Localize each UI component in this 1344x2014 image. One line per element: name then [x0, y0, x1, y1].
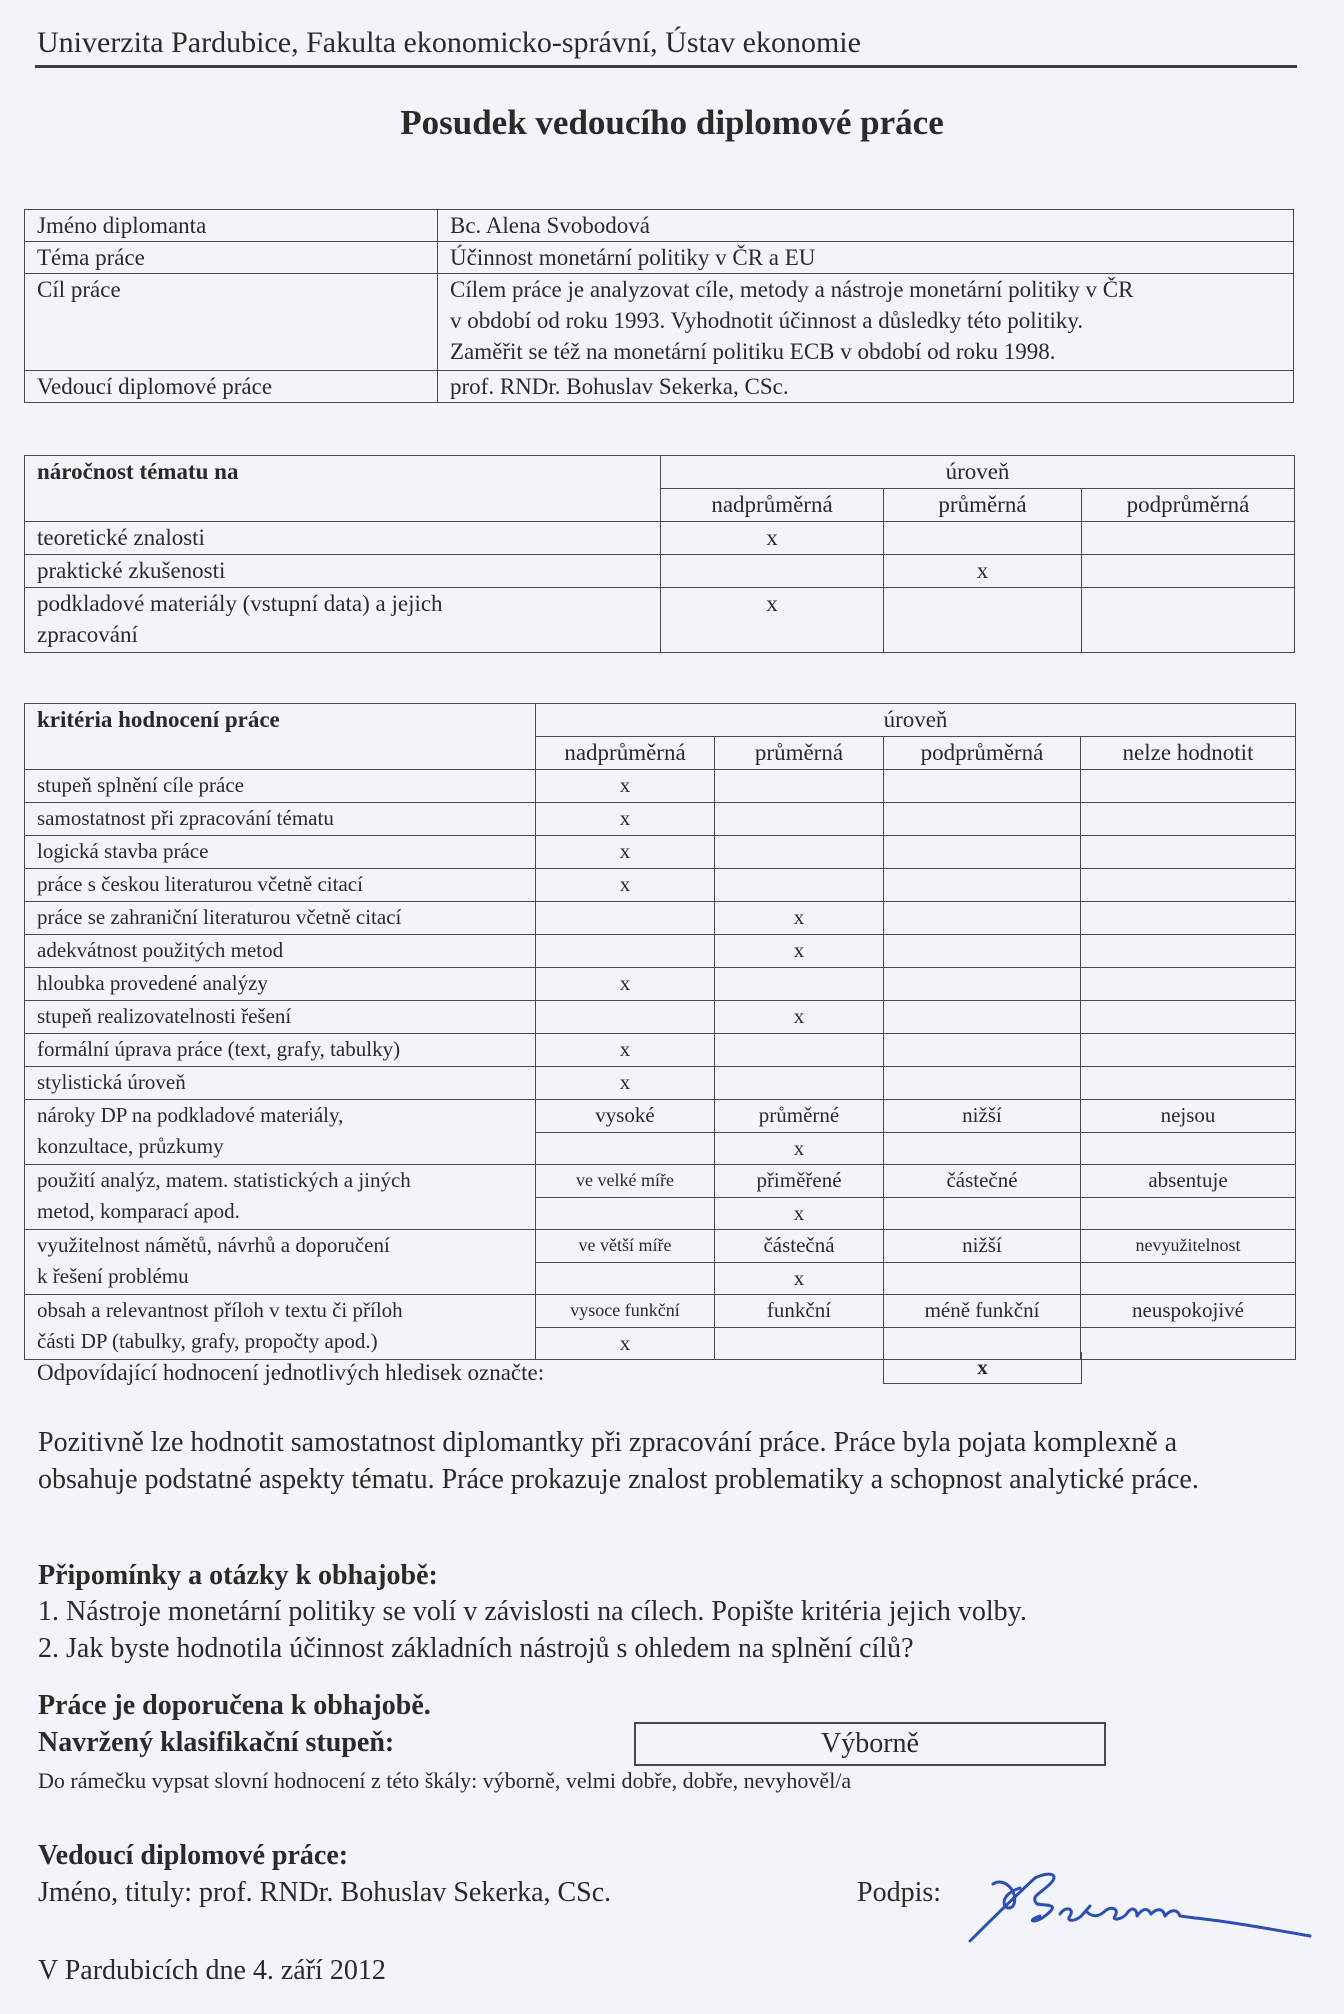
mark-cell[interactable]: x: [661, 588, 884, 653]
row-label: [25, 1295, 536, 1360]
table-row: [25, 935, 1296, 968]
mark-cell[interactable]: [1081, 770, 1296, 803]
table-row: [25, 588, 1295, 653]
mark-cell[interactable]: [1081, 1263, 1296, 1295]
table-row: [25, 1295, 1296, 1328]
option-label: méně funkční: [884, 1295, 1081, 1328]
criteria-table: [24, 703, 1296, 1360]
mark-cell[interactable]: [715, 1328, 884, 1360]
table-row: [25, 522, 1295, 555]
mark-cell[interactable]: [884, 968, 1081, 1001]
label-line: podkladové materiály (vstupní data) a jejich: [37, 591, 443, 616]
label-line: konzultace, průzkumy: [37, 1134, 224, 1158]
mark-cell[interactable]: [884, 1034, 1081, 1067]
mark-cell[interactable]: [536, 1263, 715, 1295]
mark-cell[interactable]: [884, 1067, 1081, 1100]
mark-cell[interactable]: [884, 869, 1081, 902]
table-row: [25, 242, 1294, 274]
label-line: části DP (tabulky, grafy, propočty apod.): [37, 1329, 378, 1353]
table-row: [25, 836, 1296, 869]
mark-cell[interactable]: [884, 1263, 1081, 1295]
row-label: Jméno diplomanta: [25, 210, 438, 242]
mark-cell[interactable]: [715, 836, 884, 869]
grade-box[interactable]: Výborně: [634, 1722, 1106, 1766]
mark-cell[interactable]: [884, 588, 1082, 653]
supervisor-name: prof. RNDr. Bohuslav Sekerka, CSc.: [438, 371, 1294, 403]
table-row: [25, 1100, 1296, 1133]
row-label: stylistická úroveň: [25, 1067, 536, 1100]
mark-cell[interactable]: x: [536, 803, 715, 836]
mark-cell[interactable]: x: [715, 902, 884, 935]
mark-cell[interactable]: [715, 803, 884, 836]
col-header: podprůměrná: [884, 737, 1081, 770]
option-label: částečné: [884, 1165, 1081, 1198]
criteria-title: kritéria hodnocení práce: [25, 704, 536, 770]
thesis-info-table: [24, 209, 1294, 403]
option-label: ve větší míře: [536, 1230, 715, 1263]
option-label: ve velké míře: [536, 1165, 715, 1198]
thesis-topic: Účinnost monetární politiky v ČR a EU: [438, 242, 1294, 274]
mark-cell[interactable]: [884, 836, 1081, 869]
questions-heading: Připomínky a otázky k obhajobě:: [38, 1560, 438, 1591]
table-row: [25, 210, 1294, 242]
mark-cell[interactable]: [1081, 1328, 1296, 1360]
mark-cell[interactable]: [884, 1133, 1081, 1165]
option-label: nejsou: [1081, 1100, 1296, 1133]
table-row: [25, 803, 1296, 836]
option-label: vysoce funkční: [536, 1295, 715, 1328]
mark-cell[interactable]: x: [715, 935, 884, 968]
mark-cell[interactable]: [715, 869, 884, 902]
mark-cell[interactable]: [536, 1198, 715, 1230]
mark-cell[interactable]: [1081, 935, 1296, 968]
option-label: neuspokojivé: [1081, 1295, 1296, 1328]
header-divider: [35, 65, 1297, 68]
col-header: průměrná: [715, 737, 884, 770]
mark-cell[interactable]: x: [884, 555, 1082, 588]
mark-cell[interactable]: [1081, 1001, 1296, 1034]
goal-line: Cílem práce je analyzovat cíle, metody a nástroje monetární politiky v ČR: [450, 277, 1134, 302]
col-header: průměrná: [884, 489, 1082, 522]
row-label: [25, 1230, 536, 1295]
col-header: nelze hodnotit: [1081, 737, 1296, 770]
mark-cell[interactable]: x: [536, 1067, 715, 1100]
goal-line: v období od roku 1993. Vyhodnotit účinnost a důsledky této politiky.: [450, 308, 1084, 333]
table-row: [25, 1165, 1296, 1198]
row-label: práce se zahraniční literaturou včetně citací: [25, 902, 536, 935]
row-label: hloubka provedené analýzy: [25, 968, 536, 1001]
table-row: [25, 371, 1294, 403]
table-row: [25, 1034, 1296, 1067]
mark-cell[interactable]: [884, 1001, 1081, 1034]
row-label: práce s českou literaturou včetně citací: [25, 869, 536, 902]
row-label: [25, 588, 661, 653]
mark-cell[interactable]: [1081, 1034, 1296, 1067]
label-line: zpracování: [37, 622, 138, 647]
row-label: stupeň realizovatelnosti řešení: [25, 1001, 536, 1034]
mark-cell[interactable]: x: [715, 1198, 884, 1230]
option-label: částečná: [715, 1230, 884, 1263]
table-row: [25, 902, 1296, 935]
institution-header: Univerzita Pardubice, Fakulta ekonomicko-správní, Ústav ekonomie: [37, 26, 861, 59]
row-label: logická stavba práce: [25, 836, 536, 869]
mark-cell[interactable]: [661, 555, 884, 588]
question-item: 1. Nástroje monetární politiky se volí v závislosti na cílech. Popište kritéria jejich volby.: [38, 1596, 1027, 1627]
signature-icon: [965, 1866, 1315, 1951]
mark-cell[interactable]: x: [715, 1001, 884, 1034]
mark-cell[interactable]: [536, 935, 715, 968]
row-label: Cíl práce: [25, 274, 438, 371]
label-line: použití analýz, matem. statistických a jiných: [37, 1168, 411, 1192]
row-label: adekvátnost použitých metod: [25, 935, 536, 968]
mark-cell[interactable]: [1082, 522, 1295, 555]
mark-cell[interactable]: [1081, 1067, 1296, 1100]
mark-cell[interactable]: x: [536, 1328, 715, 1360]
mark-cell[interactable]: [715, 968, 884, 1001]
col-header: nadprůměrná: [661, 489, 884, 522]
row-label: formální úprava práce (text, grafy, tabulky): [25, 1034, 536, 1067]
mark-cell[interactable]: [884, 803, 1081, 836]
assessment-paragraph: Pozitivně lze hodnotit samostatnost diplomantky při zpracování práce. Práce byla pojata komplexně a obsahuje podstatné aspekty tématu. Práce prokazuje znalost problematiky a schopnost analytické práce.: [38, 1427, 1199, 1495]
label-line: metod, komparací apod.: [37, 1199, 240, 1223]
place-date: V Pardubicích dne 4. září 2012: [38, 1955, 386, 1986]
option-label: nižší: [884, 1230, 1081, 1263]
student-name: Bc. Alena Svobodová: [438, 210, 1294, 242]
mark-cell[interactable]: [884, 770, 1081, 803]
mark-cell[interactable]: [884, 902, 1081, 935]
mark-cell[interactable]: [1081, 902, 1296, 935]
overall-mark-box[interactable]: x: [883, 1352, 1082, 1384]
mark-cell[interactable]: x: [715, 1133, 884, 1165]
mark-cell[interactable]: [1082, 588, 1295, 653]
label-line: využitelnost námětů, návrhů a doporučení: [37, 1233, 390, 1257]
supervisor-heading: Vedoucí diplomové práce:: [38, 1840, 349, 1871]
row-label: praktické zkušenosti: [25, 555, 661, 588]
col-header: nadprůměrná: [536, 737, 715, 770]
mark-cell[interactable]: [1081, 836, 1296, 869]
col-header: podprůměrná: [1082, 489, 1295, 522]
recommendation: Práce je doporučena k obhajobě.: [38, 1690, 431, 1721]
grade-hint: Do rámečku vypsat slovní hodnocení z této škály: výborně, velmi dobře, dobře, nevyhověl/a: [38, 1768, 852, 1793]
row-label: Vedoucí diplomové práce: [25, 371, 438, 403]
label-line: k řešení problému: [37, 1264, 189, 1288]
mark-cell[interactable]: [884, 935, 1081, 968]
mark-cell[interactable]: x: [536, 869, 715, 902]
option-label: absentuje: [1081, 1165, 1296, 1198]
difficulty-table: [24, 455, 1295, 653]
row-label: samostatnost při zpracování tématu: [25, 803, 536, 836]
table-row: [25, 968, 1296, 1001]
level-header: úroveň: [661, 456, 1295, 489]
mark-cell[interactable]: [1081, 968, 1296, 1001]
mark-cell[interactable]: [1081, 869, 1296, 902]
thesis-goal: [438, 274, 1294, 371]
option-label: průměrné: [715, 1100, 884, 1133]
label-line: obsah a relevantnost příloh v textu či příloh: [37, 1298, 403, 1322]
page-title: Posudek vedoucího diplomové práce: [400, 103, 944, 142]
mark-cell[interactable]: x: [536, 770, 715, 803]
difficulty-title: náročnost tématu na: [25, 456, 661, 522]
mark-cell[interactable]: [536, 1133, 715, 1165]
option-label: vysoké: [536, 1100, 715, 1133]
goal-line: Zaměřit se též na monetární politiku ECB v období od roku 1998.: [450, 339, 1056, 364]
table-row: [25, 1230, 1296, 1263]
supervisor-name: Jméno, tituly: prof. RNDr. Bohuslav Sekerka, CSc.: [38, 1877, 612, 1908]
mark-cell[interactable]: x: [661, 522, 884, 555]
row-label: [25, 1100, 536, 1165]
mark-cell[interactable]: [884, 1198, 1081, 1230]
table-row: [25, 770, 1296, 803]
table-row: [25, 1067, 1296, 1100]
table-row: [25, 1001, 1296, 1034]
mark-cell[interactable]: [715, 770, 884, 803]
option-label: funkční: [715, 1295, 884, 1328]
option-label: přiměřené: [715, 1165, 884, 1198]
grade-label: Navržený klasifikační stupeň:: [38, 1727, 395, 1758]
row-label: Téma práce: [25, 242, 438, 274]
level-header: úroveň: [536, 704, 1296, 737]
table-row: [25, 274, 1294, 371]
question-item: 2. Jak byste hodnotila účinnost základních nástrojů s ohledem na splnění cílů?: [38, 1633, 914, 1664]
row-label: [25, 1165, 536, 1230]
mark-cell[interactable]: x: [536, 968, 715, 1001]
mark-cell[interactable]: [536, 1001, 715, 1034]
row-label: stupeň splnění cíle práce: [25, 770, 536, 803]
option-label: nižší: [884, 1100, 1081, 1133]
mark-cell[interactable]: [536, 902, 715, 935]
row-label: teoretické znalosti: [25, 522, 661, 555]
mark-cell[interactable]: x: [715, 1263, 884, 1295]
label-line: nároky DP na podkladové materiály,: [37, 1103, 344, 1127]
option-label: nevyužitelnost: [1081, 1230, 1296, 1263]
mark-cell[interactable]: [1081, 1198, 1296, 1230]
criteria-note: Odpovídající hodnocení jednotlivých hledisek označte:: [37, 1360, 545, 1385]
signature-label: Podpis:: [857, 1877, 942, 1908]
mark-cell[interactable]: x: [536, 836, 715, 869]
mark-cell[interactable]: [715, 1034, 884, 1067]
mark-cell[interactable]: [884, 522, 1082, 555]
mark-cell[interactable]: [1081, 803, 1296, 836]
mark-cell[interactable]: [1081, 1133, 1296, 1165]
mark-cell[interactable]: [1082, 555, 1295, 588]
mark-cell[interactable]: [715, 1067, 884, 1100]
table-row: [25, 555, 1295, 588]
table-row: [25, 869, 1296, 902]
mark-cell[interactable]: x: [536, 1034, 715, 1067]
